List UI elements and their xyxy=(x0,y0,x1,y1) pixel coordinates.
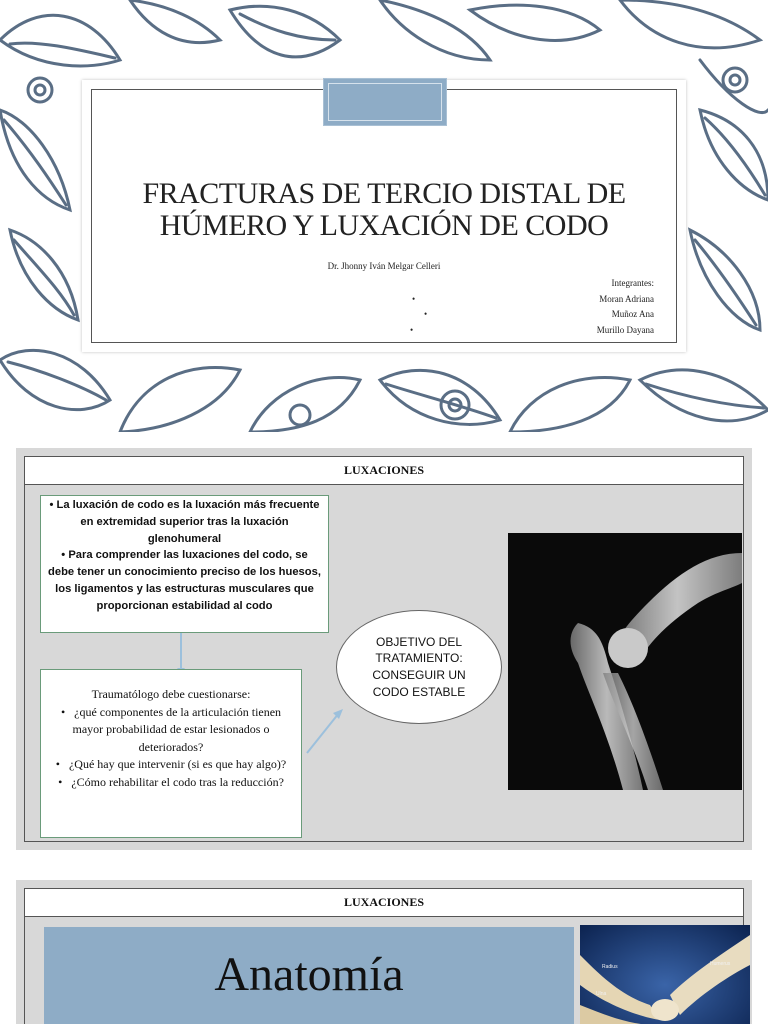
slide-header-2: LUXACIONES xyxy=(25,889,743,917)
member-bullet-3: • xyxy=(410,324,414,335)
elbow-anatomy-image xyxy=(580,925,750,1024)
member-bullet-1: • xyxy=(412,293,416,304)
member-bullet-2: • xyxy=(424,309,428,319)
team-list xyxy=(597,276,654,338)
connector-arrow xyxy=(180,633,182,671)
question-3: • ¿Cómo rehabilitar el codo tras la reducción? xyxy=(58,774,284,789)
slide-frame xyxy=(24,456,744,842)
label-humerus: Humerus xyxy=(710,961,731,967)
luxaciones-slide xyxy=(16,448,752,850)
team-label: Integrantes: xyxy=(611,278,654,288)
question-1: • ¿qué componentes de la articulación tienen mayor probabilidad de estar lesionados o deteriorados? xyxy=(60,704,282,754)
member-3: Murillo Dayana xyxy=(596,324,654,335)
doctor-name: Dr. Jhonny Iván Melgar Celleri xyxy=(327,261,441,271)
member-2: Muñoz Ana xyxy=(611,309,654,319)
question-2: • ¿Qué hay que intervenir (si es que hay algo)? xyxy=(55,757,287,772)
label-ulna: Ulna xyxy=(596,991,607,997)
team-bullets xyxy=(402,276,428,338)
anatomy-drawing xyxy=(580,925,750,1024)
title-accent-tab xyxy=(323,78,447,126)
xray-drawing xyxy=(508,533,742,790)
member-1: Moran Adriana xyxy=(599,293,654,304)
treatment-objective: OBJETIVO DEL TRATAMIENTO: CONSEGUIR UN CODO ESTABLE xyxy=(336,610,502,724)
presentation-title xyxy=(82,178,686,242)
intro-bullet-1: • La luxación de codo es la luxación más frecuente en extremidad superior tras la luxación glenohumeral xyxy=(49,499,320,545)
title-slide xyxy=(0,0,768,432)
questions-lead: Traumatólogo debe cuestionarse: xyxy=(91,687,251,701)
title-card xyxy=(82,80,686,352)
title-line-1: FRACTURAS DE TERCIO DISTAL DE xyxy=(142,177,626,210)
anatomy-title: Anatomía xyxy=(214,948,404,1001)
title-line-2: HÚMERO Y LUXACIÓN DE CODO xyxy=(159,209,609,242)
questions-box xyxy=(40,669,302,838)
anatomia-slide xyxy=(16,880,752,1024)
objective-arrow xyxy=(305,707,345,757)
intro-bullet-2: • Para comprender las luxaciones del codo, se debe tener un conocimiento preciso de los huesos, los ligamentos y las estructuras musculares que proporcionan estabilidad al codo xyxy=(48,549,321,612)
slide-header: LUXACIONES xyxy=(25,457,743,485)
label-radius: Radius xyxy=(602,964,618,970)
anatomy-panel xyxy=(44,927,574,1024)
intro-text-box xyxy=(40,495,329,633)
slide-frame-2 xyxy=(24,888,744,1024)
elbow-xray-image xyxy=(508,533,742,790)
